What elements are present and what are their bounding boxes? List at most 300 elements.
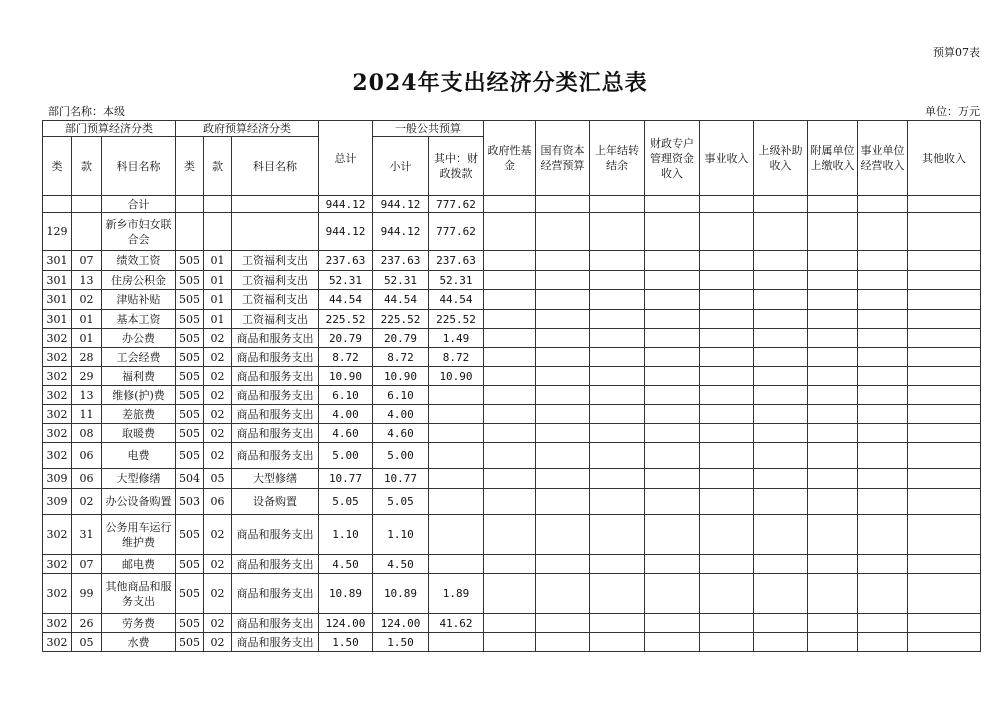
dept-subject-cell: 邮电费 xyxy=(102,555,176,574)
gov-lei-cell xyxy=(176,196,204,213)
subtotal-header: 小计 xyxy=(373,137,429,196)
dept-subject-cell: 办公设备购置 xyxy=(102,489,176,515)
gov-fund-cell xyxy=(484,489,536,515)
operating-income-cell xyxy=(858,329,908,348)
dept-subject-cell: 其他商品和服务支出 xyxy=(102,574,176,614)
business-income-cell xyxy=(700,405,754,424)
state-capital-cell xyxy=(536,405,590,424)
prev-year-cell xyxy=(590,290,645,310)
table-row xyxy=(43,386,981,405)
business-income-cell xyxy=(700,574,754,614)
gov-lei-cell: 505 xyxy=(176,515,204,555)
gov-lei-cell: 504 xyxy=(176,469,204,489)
superior-subsidy-cell xyxy=(754,405,808,424)
dept-subject-cell: 工会经费 xyxy=(102,348,176,367)
subtotal-cell: 6.10 xyxy=(373,386,429,405)
special-mgmt-cell xyxy=(645,515,700,555)
affiliated-income-cell xyxy=(808,614,858,633)
prev-year-cell xyxy=(590,348,645,367)
total-cell: 5.00 xyxy=(319,443,373,469)
gov-kuan-header: 款 xyxy=(204,137,232,196)
special-mgmt-cell xyxy=(645,348,700,367)
dept-lei-cell: 302 xyxy=(43,633,72,652)
dept-lei-cell: 302 xyxy=(43,614,72,633)
gov-subject-cell xyxy=(232,196,319,213)
dept-lei-cell: 309 xyxy=(43,489,72,515)
superior-subsidy-cell xyxy=(754,443,808,469)
gov-lei-cell: 505 xyxy=(176,329,204,348)
dept-subject-cell: 水费 xyxy=(102,633,176,652)
total-cell: 44.54 xyxy=(319,290,373,310)
gov-subject-cell: 商品和服务支出 xyxy=(232,329,319,348)
gov-fund-cell xyxy=(484,271,536,290)
state-capital-cell xyxy=(536,251,590,271)
other-income-cell xyxy=(908,386,981,405)
table-row xyxy=(43,443,981,469)
affiliated-income-cell xyxy=(808,489,858,515)
gov-lei-cell: 505 xyxy=(176,271,204,290)
prev-year-cell xyxy=(590,469,645,489)
dept-kuan-cell: 07 xyxy=(72,251,102,271)
gov-fund-cell xyxy=(484,290,536,310)
other-income-cell xyxy=(908,555,981,574)
special-mgmt-header: 财政专户管理资金收入 xyxy=(645,121,700,196)
gov-kuan-cell: 01 xyxy=(204,290,232,310)
special-mgmt-cell xyxy=(645,405,700,424)
gov-kuan-cell: 02 xyxy=(204,424,232,443)
gov-fund-cell xyxy=(484,386,536,405)
operating-income-cell xyxy=(858,574,908,614)
gov-subject-cell: 商品和服务支出 xyxy=(232,386,319,405)
state-capital-cell xyxy=(536,329,590,348)
affiliated-income-cell xyxy=(808,405,858,424)
business-income-cell xyxy=(700,290,754,310)
table-row xyxy=(43,290,981,310)
fiscal-alloc-cell xyxy=(429,386,484,405)
gov-lei-cell: 505 xyxy=(176,555,204,574)
gov-fund-cell xyxy=(484,405,536,424)
dept-lei-cell: 302 xyxy=(43,367,72,386)
gov-lei-cell: 505 xyxy=(176,443,204,469)
state-capital-cell xyxy=(536,469,590,489)
gov-lei-cell: 505 xyxy=(176,424,204,443)
gov-subject-cell: 大型修缮 xyxy=(232,469,319,489)
gov-subject-cell: 商品和服务支出 xyxy=(232,574,319,614)
fiscal-alloc-cell xyxy=(429,555,484,574)
total-cell: 944.12 xyxy=(319,196,373,213)
subtotal-cell: 10.89 xyxy=(373,574,429,614)
special-mgmt-cell xyxy=(645,633,700,652)
dept-kuan-cell: 26 xyxy=(72,614,102,633)
superior-subsidy-cell xyxy=(754,290,808,310)
expenditure-table xyxy=(42,120,981,652)
fiscal-alloc-cell xyxy=(429,489,484,515)
operating-income-cell xyxy=(858,443,908,469)
special-mgmt-cell xyxy=(645,329,700,348)
fiscal-alloc-cell: 52.31 xyxy=(429,271,484,290)
fiscal-alloc-cell: 1.49 xyxy=(429,329,484,348)
dept-subject-cell: 劳务费 xyxy=(102,614,176,633)
gov-kuan-cell: 01 xyxy=(204,251,232,271)
other-income-cell xyxy=(908,310,981,329)
business-income-cell xyxy=(700,555,754,574)
subtotal-cell: 5.00 xyxy=(373,443,429,469)
operating-income-cell xyxy=(858,290,908,310)
subtotal-cell: 237.63 xyxy=(373,251,429,271)
gov-kuan-cell: 02 xyxy=(204,574,232,614)
total-cell: 8.72 xyxy=(319,348,373,367)
gov-subject-cell: 设备购置 xyxy=(232,489,319,515)
other-income-cell xyxy=(908,213,981,251)
superior-subsidy-cell xyxy=(754,555,808,574)
table-row xyxy=(43,251,981,271)
gov-subject-cell: 商品和服务支出 xyxy=(232,614,319,633)
fiscal-alloc-cell: 777.62 xyxy=(429,196,484,213)
affiliated-income-cell xyxy=(808,555,858,574)
other-income-cell xyxy=(908,367,981,386)
operating-income-cell xyxy=(858,555,908,574)
operating-income-cell xyxy=(858,367,908,386)
gov-fund-cell xyxy=(484,310,536,329)
table-row xyxy=(43,633,981,652)
other-income-cell xyxy=(908,196,981,213)
gov-subject-cell: 商品和服务支出 xyxy=(232,633,319,652)
fiscal-alloc-cell xyxy=(429,633,484,652)
state-capital-header: 国有资本经营预算 xyxy=(536,121,590,196)
superior-subsidy-cell xyxy=(754,633,808,652)
dept-subject-header: 科目名称 xyxy=(102,137,176,196)
state-capital-cell xyxy=(536,310,590,329)
superior-subsidy-cell xyxy=(754,367,808,386)
affiliated-income-cell xyxy=(808,310,858,329)
dept-subject-cell: 大型修缮 xyxy=(102,469,176,489)
dept-lei-cell: 301 xyxy=(43,310,72,329)
dept-subject-cell: 合计 xyxy=(102,196,176,213)
fiscal-alloc-cell: 1.89 xyxy=(429,574,484,614)
operating-income-cell xyxy=(858,386,908,405)
business-income-cell xyxy=(700,367,754,386)
operating-income-cell xyxy=(858,515,908,555)
business-income-cell xyxy=(700,515,754,555)
gov-fund-cell xyxy=(484,469,536,489)
operating-income-cell xyxy=(858,213,908,251)
table-row xyxy=(43,614,981,633)
gov-kuan-cell: 02 xyxy=(204,386,232,405)
subtotal-cell: 8.72 xyxy=(373,348,429,367)
dept-lei-cell: 302 xyxy=(43,424,72,443)
gov-kuan-cell xyxy=(204,213,232,251)
superior-subsidy-header: 上级补助收入 xyxy=(754,121,808,196)
gov-subject-cell: 工资福利支出 xyxy=(232,310,319,329)
business-income-cell xyxy=(700,329,754,348)
dept-lei-cell xyxy=(43,196,72,213)
other-income-cell xyxy=(908,329,981,348)
operating-income-cell xyxy=(858,271,908,290)
affiliated-income-cell xyxy=(808,290,858,310)
business-income-cell xyxy=(700,633,754,652)
special-mgmt-cell xyxy=(645,290,700,310)
dept-kuan-cell: 06 xyxy=(72,443,102,469)
gov-fund-cell xyxy=(484,614,536,633)
special-mgmt-cell xyxy=(645,489,700,515)
gov-fund-cell xyxy=(484,251,536,271)
dept-subject-cell: 差旅费 xyxy=(102,405,176,424)
gov-subject-cell: 商品和服务支出 xyxy=(232,367,319,386)
other-income-cell xyxy=(908,443,981,469)
business-income-cell xyxy=(700,251,754,271)
gov-kuan-cell: 02 xyxy=(204,405,232,424)
operating-income-cell xyxy=(858,310,908,329)
special-mgmt-cell xyxy=(645,443,700,469)
dept-lei-cell: 302 xyxy=(43,386,72,405)
gov-subject-cell: 商品和服务支出 xyxy=(232,348,319,367)
fiscal-alloc-cell: 8.72 xyxy=(429,348,484,367)
business-income-header: 事业收入 xyxy=(700,121,754,196)
gov-kuan-cell: 06 xyxy=(204,489,232,515)
prev-year-cell xyxy=(590,213,645,251)
affiliated-income-header: 附属单位上缴收入 xyxy=(808,121,858,196)
table-row xyxy=(43,329,981,348)
gov-lei-cell: 505 xyxy=(176,614,204,633)
operating-income-cell xyxy=(858,614,908,633)
total-cell: 1.10 xyxy=(319,515,373,555)
gov-fund-cell xyxy=(484,574,536,614)
dept-kuan-cell: 01 xyxy=(72,310,102,329)
dept-kuan-cell: 02 xyxy=(72,489,102,515)
other-income-cell xyxy=(908,515,981,555)
total-cell: 10.89 xyxy=(319,574,373,614)
table-row xyxy=(43,213,981,251)
prev-year-cell xyxy=(590,386,645,405)
superior-subsidy-cell xyxy=(754,574,808,614)
affiliated-income-cell xyxy=(808,196,858,213)
prev-year-cell xyxy=(590,574,645,614)
other-income-cell xyxy=(908,290,981,310)
affiliated-income-cell xyxy=(808,443,858,469)
total-cell: 10.90 xyxy=(319,367,373,386)
gov-fund-cell xyxy=(484,555,536,574)
table-row xyxy=(43,310,981,329)
subtotal-cell: 225.52 xyxy=(373,310,429,329)
subtotal-cell: 4.60 xyxy=(373,424,429,443)
affiliated-income-cell xyxy=(808,574,858,614)
gov-lei-cell: 505 xyxy=(176,367,204,386)
gov-subject-cell: 工资福利支出 xyxy=(232,290,319,310)
dept-subject-cell: 绩效工资 xyxy=(102,251,176,271)
operating-income-cell xyxy=(858,251,908,271)
other-income-cell xyxy=(908,614,981,633)
subtotal-cell: 20.79 xyxy=(373,329,429,348)
business-income-cell xyxy=(700,196,754,213)
gov-kuan-cell: 02 xyxy=(204,348,232,367)
table-row xyxy=(43,555,981,574)
dept-lei-cell: 301 xyxy=(43,290,72,310)
unit-label: 单位：万元 xyxy=(925,105,980,118)
gov-lei-cell: 505 xyxy=(176,574,204,614)
subtotal-cell: 10.90 xyxy=(373,367,429,386)
gov-fund-cell xyxy=(484,515,536,555)
special-mgmt-cell xyxy=(645,310,700,329)
dept-kuan-cell: 29 xyxy=(72,367,102,386)
state-capital-cell xyxy=(536,348,590,367)
fiscal-alloc-cell xyxy=(429,443,484,469)
other-income-cell xyxy=(908,424,981,443)
state-capital-cell xyxy=(536,367,590,386)
total-cell: 4.00 xyxy=(319,405,373,424)
prev-year-cell xyxy=(590,367,645,386)
gov-subject-cell: 工资福利支出 xyxy=(232,251,319,271)
operating-income-cell xyxy=(858,489,908,515)
special-mgmt-cell xyxy=(645,196,700,213)
superior-subsidy-cell xyxy=(754,424,808,443)
total-header: 总计 xyxy=(319,121,373,196)
gov-lei-cell: 505 xyxy=(176,251,204,271)
prev-year-cell xyxy=(590,555,645,574)
total-cell: 52.31 xyxy=(319,271,373,290)
state-capital-cell xyxy=(536,633,590,652)
dept-subject-cell: 电费 xyxy=(102,443,176,469)
operating-income-cell xyxy=(858,196,908,213)
prev-year-cell xyxy=(590,424,645,443)
total-cell: 1.50 xyxy=(319,633,373,652)
state-capital-cell xyxy=(536,386,590,405)
prev-year-cell xyxy=(590,329,645,348)
affiliated-income-cell xyxy=(808,329,858,348)
gov-kuan-cell: 02 xyxy=(204,367,232,386)
gov-subject-cell: 商品和服务支出 xyxy=(232,405,319,424)
state-capital-cell xyxy=(536,290,590,310)
gov-lei-header: 类 xyxy=(176,137,204,196)
gov-fund-cell xyxy=(484,633,536,652)
business-income-cell xyxy=(700,424,754,443)
fiscal-alloc-cell xyxy=(429,469,484,489)
gov-lei-cell: 505 xyxy=(176,386,204,405)
dept-kuan-cell: 31 xyxy=(72,515,102,555)
dept-lei-cell: 302 xyxy=(43,348,72,367)
gov-kuan-cell: 02 xyxy=(204,555,232,574)
fiscal-alloc-cell: 777.62 xyxy=(429,213,484,251)
doc-code: 预算07表 xyxy=(933,46,980,59)
operating-income-cell xyxy=(858,633,908,652)
total-cell: 4.50 xyxy=(319,555,373,574)
business-income-cell xyxy=(700,310,754,329)
state-capital-cell xyxy=(536,213,590,251)
affiliated-income-cell xyxy=(808,348,858,367)
dept-kuan-header: 款 xyxy=(72,137,102,196)
gov-kuan-cell: 02 xyxy=(204,614,232,633)
operating-income-header: 事业单位经营收入 xyxy=(858,121,908,196)
subtotal-cell: 944.12 xyxy=(373,196,429,213)
state-capital-cell xyxy=(536,614,590,633)
table-row xyxy=(43,489,981,515)
gov-kuan-cell: 01 xyxy=(204,310,232,329)
dept-lei-cell: 302 xyxy=(43,515,72,555)
prev-year-cell xyxy=(590,405,645,424)
special-mgmt-cell xyxy=(645,469,700,489)
business-income-cell xyxy=(700,614,754,633)
gov-lei-cell xyxy=(176,213,204,251)
affiliated-income-cell xyxy=(808,367,858,386)
table-row xyxy=(43,574,981,614)
gov-fund-cell xyxy=(484,443,536,469)
dept-kuan-cell: 07 xyxy=(72,555,102,574)
special-mgmt-cell xyxy=(645,271,700,290)
dept-lei-cell: 309 xyxy=(43,469,72,489)
dept-kuan-cell: 06 xyxy=(72,469,102,489)
subtotal-cell: 10.77 xyxy=(373,469,429,489)
other-income-cell xyxy=(908,489,981,515)
gov-fund-cell xyxy=(484,213,536,251)
superior-subsidy-cell xyxy=(754,329,808,348)
dept-lei-cell: 301 xyxy=(43,251,72,271)
gov-fund-cell xyxy=(484,196,536,213)
table-row xyxy=(43,271,981,290)
special-mgmt-cell xyxy=(645,213,700,251)
gov-kuan-cell: 02 xyxy=(204,443,232,469)
subtotal-cell: 44.54 xyxy=(373,290,429,310)
dept-lei-cell: 301 xyxy=(43,271,72,290)
superior-subsidy-cell xyxy=(754,614,808,633)
superior-subsidy-cell xyxy=(754,348,808,367)
dept-kuan-cell: 08 xyxy=(72,424,102,443)
affiliated-income-cell xyxy=(808,213,858,251)
gov-fund-cell xyxy=(484,367,536,386)
business-income-cell xyxy=(700,213,754,251)
prev-year-cell xyxy=(590,633,645,652)
gov-subject-cell xyxy=(232,213,319,251)
dept-kuan-cell: 02 xyxy=(72,290,102,310)
total-cell: 944.12 xyxy=(319,213,373,251)
business-income-cell xyxy=(700,348,754,367)
subtotal-cell: 52.31 xyxy=(373,271,429,290)
total-cell: 20.79 xyxy=(319,329,373,348)
prev-year-cell xyxy=(590,196,645,213)
gov-subject-header: 科目名称 xyxy=(232,137,319,196)
gov-kuan-cell: 02 xyxy=(204,515,232,555)
dept-lei-header: 类 xyxy=(43,137,72,196)
superior-subsidy-cell xyxy=(754,515,808,555)
subtotal-cell: 1.10 xyxy=(373,515,429,555)
fiscal-alloc-cell: 225.52 xyxy=(429,310,484,329)
gov-lei-cell: 505 xyxy=(176,310,204,329)
subtotal-cell: 124.00 xyxy=(373,614,429,633)
table-row xyxy=(43,367,981,386)
fiscal-alloc-cell: 41.62 xyxy=(429,614,484,633)
gov-kuan-cell: 02 xyxy=(204,633,232,652)
gov-subject-cell: 商品和服务支出 xyxy=(232,515,319,555)
state-capital-cell xyxy=(536,574,590,614)
gov-kuan-cell xyxy=(204,196,232,213)
subtotal-cell: 944.12 xyxy=(373,213,429,251)
gov-subject-cell: 商品和服务支出 xyxy=(232,424,319,443)
fiscal-alloc-cell: 44.54 xyxy=(429,290,484,310)
superior-subsidy-cell xyxy=(754,310,808,329)
table-row xyxy=(43,469,981,489)
special-mgmt-cell xyxy=(645,367,700,386)
total-cell: 5.05 xyxy=(319,489,373,515)
gov-lei-cell: 505 xyxy=(176,405,204,424)
total-cell: 6.10 xyxy=(319,386,373,405)
superior-subsidy-cell xyxy=(754,251,808,271)
state-capital-cell xyxy=(536,424,590,443)
fiscal-alloc-cell: 10.90 xyxy=(429,367,484,386)
dept-kuan-cell: 28 xyxy=(72,348,102,367)
operating-income-cell xyxy=(858,348,908,367)
prev-year-cell xyxy=(590,251,645,271)
table-row xyxy=(43,348,981,367)
table-row xyxy=(43,196,981,213)
dept-subject-cell: 基本工资 xyxy=(102,310,176,329)
